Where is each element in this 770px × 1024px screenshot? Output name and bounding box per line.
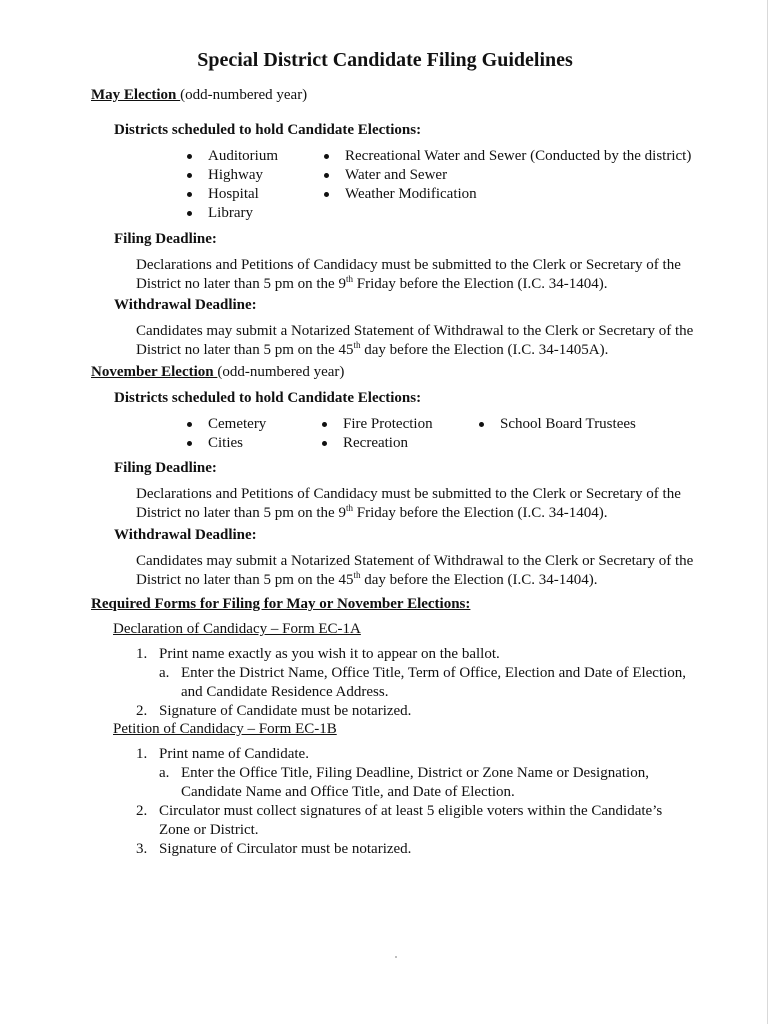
list-item: Auditorium — [185, 147, 278, 166]
november-withdrawal-deadline-label: Withdrawal Deadline: — [114, 527, 257, 543]
list-item: Highway — [185, 166, 278, 185]
list-item: 1. Print name exactly as you wish it to appear on the ballot. a. Enter the District Name, Office Title, Term of Office, Election and Date of Election, and Candidate Residence Address. — [134, 645, 694, 702]
list-item: Hospital — [185, 185, 278, 204]
november-districts-label: Districts scheduled to hold Candidate Elections: — [114, 390, 422, 406]
may-district-list-col1 — [185, 147, 278, 223]
document-title: Special District Candidate Filing Guidelines — [197, 49, 573, 71]
november-district-list-col3 — [477, 415, 636, 434]
list-item: a. Enter the District Name, Office Title, Term of Office, Election and Date of Election, and Candidate Residence Address. — [159, 665, 687, 700]
scan-edge-line — [767, 0, 768, 1024]
list-item: School Board Trustees — [477, 415, 636, 434]
may-filing-deadline-text: Declarations and Petitions of Candidacy must be submitted to the Clerk or Secretary of the District no later than 5 pm on the 9th Friday before the Election (I.C. 34-1404). — [136, 257, 681, 292]
may-withdrawal-deadline-label: Withdrawal Deadline: — [114, 297, 257, 313]
november-district-list-col1 — [185, 415, 266, 453]
required-forms-heading: Required Forms for Filing for May or November Elections: — [91, 596, 471, 612]
may-districts-label: Districts scheduled to hold Candidate Elections: — [114, 122, 422, 138]
may-election-note: (odd-numbered year) — [180, 87, 308, 103]
list-item: Water and Sewer — [322, 166, 691, 185]
list-item: 1. Print name of Candidate. a. Enter the Office Title, Filing Deadline, District or Zone Name or Designation, Candidate Name and Office Title, and Date of Election. — [134, 745, 694, 802]
petition-form-title: Petition of Candidacy – Form EC-1B — [113, 721, 337, 737]
november-election-note: (odd-numbered year) — [217, 364, 345, 380]
list-item: 2. Signature of Candidate must be notarized. — [136, 703, 412, 719]
may-election-heading — [91, 86, 307, 105]
list-item: Cities — [185, 434, 266, 453]
list-item: Recreational Water and Sewer (Conducted by the district) — [322, 147, 691, 166]
november-election-label: November Election — [91, 364, 218, 380]
november-district-list-col2 — [320, 415, 433, 453]
declaration-substeps — [159, 664, 694, 702]
list-item: Fire Protection — [320, 415, 433, 434]
list-item: 3. Signature of Circulator must be notarized. — [136, 841, 412, 857]
list-item: Cemetery — [185, 415, 266, 434]
list-item: Library — [185, 204, 278, 223]
may-withdrawal-deadline-text: Candidates may submit a Notarized Statement of Withdrawal to the Clerk or Secretary of the District no later than 5 pm on the 45th day before the Election (I.C. 34-1405A). — [136, 323, 694, 358]
may-district-list-col2 — [322, 147, 691, 204]
declaration-steps — [134, 645, 694, 721]
november-withdrawal-deadline-text: Candidates may submit a Notarized Statement of Withdrawal to the Clerk or Secretary of the District no later than 5 pm on the 45th day before the Election (I.C. 34-1404). — [136, 553, 694, 588]
november-election-heading — [91, 363, 344, 382]
scan-speck — [395, 956, 397, 958]
may-election-label: May Election — [91, 87, 181, 103]
petition-steps — [134, 745, 694, 859]
petition-substeps — [159, 764, 694, 802]
may-filing-deadline-label: Filing Deadline: — [114, 231, 217, 247]
list-item: 2. Circulator must collect signatures of at least 5 eligible voters within the Candidate’s Zone or District. — [136, 803, 663, 838]
november-filing-deadline-text: Declarations and Petitions of Candidacy must be submitted to the Clerk or Secretary of the District no later than 5 pm on the 9th Friday before the Election (I.C. 34-1404). — [136, 486, 681, 521]
november-filing-deadline-label: Filing Deadline: — [114, 460, 217, 476]
list-item: Recreation — [320, 434, 433, 453]
declaration-form-title: Declaration of Candidacy – Form EC-1A — [113, 621, 361, 637]
list-item: a. Enter the Office Title, Filing Deadline, District or Zone Name or Designation, Candidate Name and Office Title, and Date of Election. — [159, 765, 649, 800]
list-item: Weather Modification — [322, 185, 691, 204]
